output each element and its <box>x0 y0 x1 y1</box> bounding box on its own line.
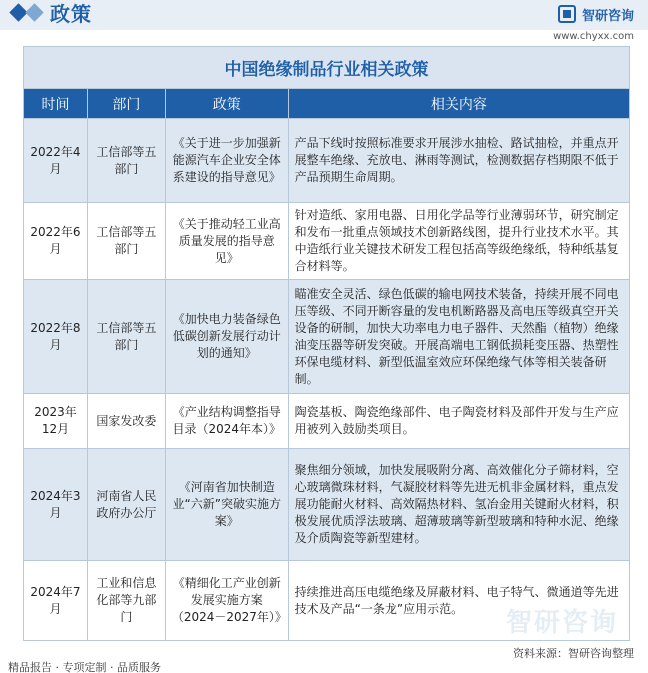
cell-content: 瞄准安全灵活、绿色低碳的输电网技术装备，持续开展不同电压等级、不同开断容量的发电机断路器及高电压等级真空开关设备的研制，加快大功率电力电子器件、天然酯（植物）绝缘油变压器等研发突破。开展高端电工钢低损耗变压器、热塑性环保电缆材料、新型低温室效应环保绝缘气体等相关装备研制。 <box>288 280 629 394</box>
cell-content: 聚焦细分领域，加快发展吸附分离、高效催化分子筛材料，空心玻璃微珠材料，气凝胶材料等先进无机非金属材料，重点发展功能耐火材料、高效隔热材料、氢冶金用关键耐火材料，积极发展优质浮法玻璃、超薄玻璃等新型玻璃和特种水泥、绝缘及介质陶瓷等新型建材。 <box>288 449 629 561</box>
cell-content: 持续推进高压电缆绝缘及屏蔽材料、电子特气、微通道等先进技术及产品“一条龙”应用示范。 <box>288 561 629 641</box>
cell-content: 针对造纸、家用电器、日用化学品等行业薄弱环节，研究制定和发布一批重点领域技术创新路线图，提升行业技术水平。其中造纸行业关键技术研发工程包括高等级绝缘纸，特种纸基复合材料等。 <box>288 203 629 280</box>
cell-dept: 工信部等五部门 <box>87 280 165 394</box>
cell-time: 2024年7月 <box>24 561 88 641</box>
logo-icon <box>558 5 576 23</box>
brand-logo <box>558 3 634 25</box>
cell-policy: 《产业结构调整指导目录（2024年本）》 <box>165 394 288 449</box>
table-caption: 中国绝缘制品行业相关政策 <box>24 47 630 89</box>
column-header-content: 相关内容 <box>288 89 629 119</box>
cell-time: 2022年4月 <box>24 119 88 203</box>
brand-name: 智研咨询 <box>581 8 634 24</box>
cell-time: 2023年12月 <box>24 394 88 449</box>
column-header-time: 时间 <box>24 89 88 119</box>
cell-time: 2022年6月 <box>24 203 88 280</box>
footer-slogan: 精品报告 · 专项定制 · 品质服务 <box>8 661 161 673</box>
section-title: 政策 <box>50 2 92 26</box>
header-bar <box>0 0 648 30</box>
cell-dept: 河南省人民政府办公厅 <box>87 449 165 561</box>
cell-policy: 《河南省加快制造业“六新”突破实施方案》 <box>165 449 288 561</box>
column-header-dept: 部门 <box>87 89 165 119</box>
cell-policy: 《加快电力装备绿色低碳创新发展行动计划的通知》 <box>165 280 288 394</box>
cell-policy: 《精细化工产业创新发展实施方案（2024－2027年）》 <box>165 561 288 641</box>
table-row <box>24 119 630 203</box>
policy-table <box>23 46 630 641</box>
cell-dept: 工信部等五部门 <box>87 119 165 203</box>
cell-policy: 《关于进一步加强新能源汽车企业安全体系建设的指导意见》 <box>165 119 288 203</box>
cell-policy: 《关于推动轻工业高质量发展的指导意见》 <box>165 203 288 280</box>
table-row <box>24 394 630 449</box>
page-footer <box>0 659 648 673</box>
cell-dept: 工业和信息化部等九部门 <box>87 561 165 641</box>
page-header <box>0 0 648 46</box>
cell-content: 陶瓷基板、陶瓷绝缘部件、电子陶瓷材料及部件开发与生产应用被列入鼓励类项目。 <box>288 394 629 449</box>
table-row <box>24 280 630 394</box>
brand-url: www.chyxx.com <box>553 31 634 42</box>
source-note: 资料来源：智研咨询整理 <box>513 647 634 660</box>
column-header-policy: 政策 <box>165 89 288 119</box>
cell-time: 2022年8月 <box>24 280 88 394</box>
cell-dept: 工信部等五部门 <box>87 203 165 280</box>
cell-dept: 国家发改委 <box>87 394 165 449</box>
table-row <box>24 203 630 280</box>
cell-time: 2024年3月 <box>24 449 88 561</box>
watermark: 智研咨询 <box>505 608 618 638</box>
table-row <box>24 449 630 561</box>
cell-content: 产品下线时按照标准要求开展涉水抽检、路试抽检，并重点开展整车绝缘、充放电、淋雨等测试，检测数据存档期限不低于产品预期生命周期。 <box>288 119 629 203</box>
